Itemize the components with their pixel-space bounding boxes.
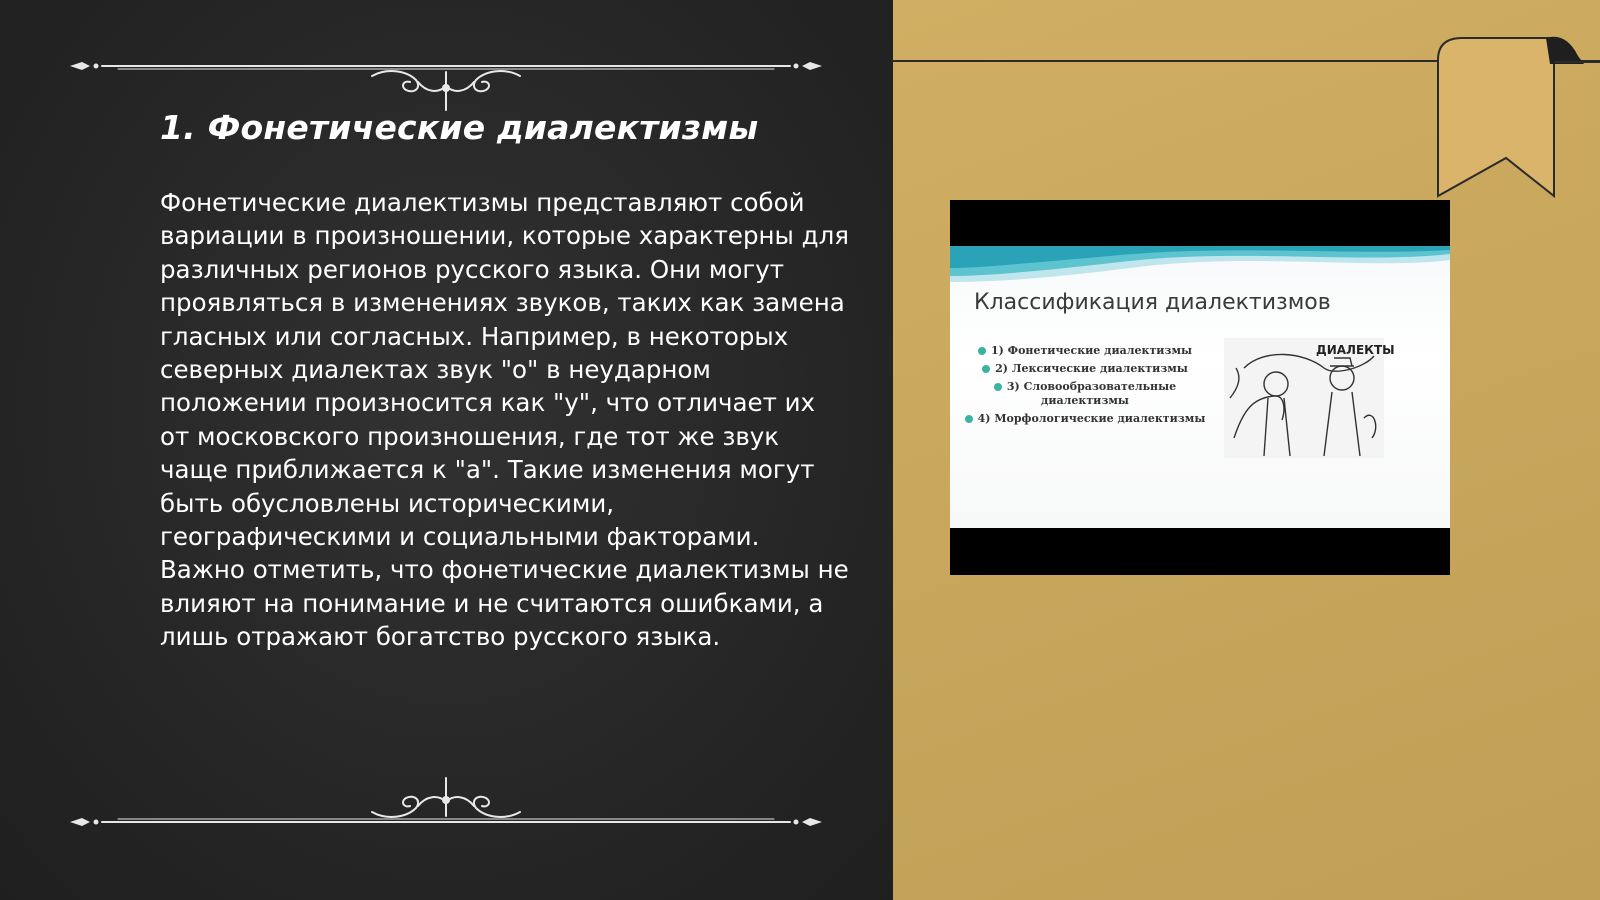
list-item: 4) Морфологические диалектизмы xyxy=(950,412,1220,426)
embedded-slide-title: Классификация диалектизмов xyxy=(974,290,1331,315)
bookmark-ribbon-icon xyxy=(1428,36,1600,198)
illustration-label: ДИАЛЕКТЫ xyxy=(1316,343,1395,357)
slide-body-text: Фонетические диалектизмы представляют собой вариации в произношении, которые характерны для различных регионов русского языка. Они могут проявляться в изменениях звуков, таких как замена гласных или согласных. Например, в некоторых северных диалектах звук "о" в неударном положении произносится как "у", что отличает их от московского произношения, где тот же звук чаще приближается к "а". Такие изменения могут быть обусловлены историческими, географическими и социальными факторами. Важно отметить, что фонетические диалектизмы не влияют на понимание и не считаются ошибками, а лишь отражают богатство русского языка. xyxy=(160,188,849,652)
embedded-slide-list xyxy=(950,344,1220,430)
embedded-slide-preview[interactable] xyxy=(950,200,1450,575)
list-item: 3) Словообразовательные диалектизмы xyxy=(950,380,1220,408)
bullet-dot-icon xyxy=(978,347,986,355)
ornament-divider-bottom-icon xyxy=(66,772,826,832)
bullet-dot-icon xyxy=(982,365,990,373)
bullet-dot-icon xyxy=(965,415,973,423)
bullet-dot-icon xyxy=(994,383,1002,391)
slide-title: 1. Фонетические диалектизмы xyxy=(160,108,759,147)
list-item: 1) Фонетические диалектизмы xyxy=(950,344,1220,358)
list-item: 2) Лексические диалектизмы xyxy=(950,362,1220,376)
wave-decoration-icon xyxy=(950,246,1450,286)
dialect-illustration xyxy=(1224,338,1395,458)
embedded-slide-content xyxy=(950,246,1450,528)
